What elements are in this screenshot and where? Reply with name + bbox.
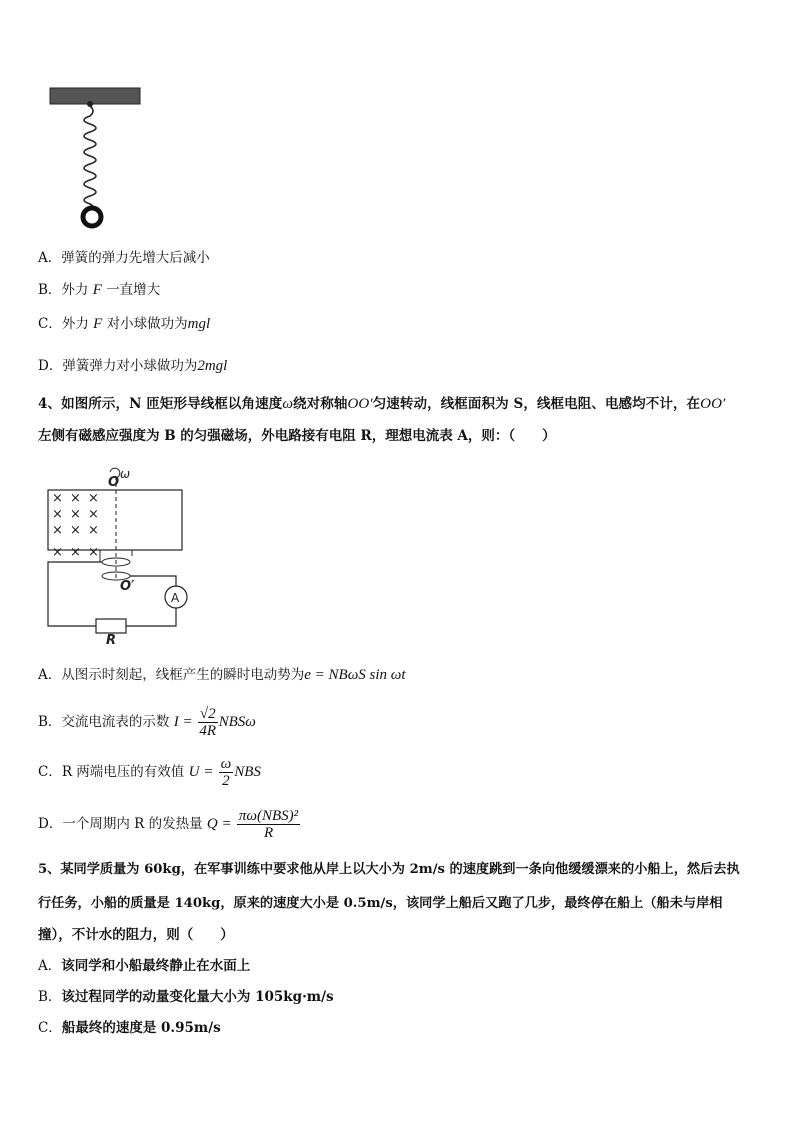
svg-text:×: × [52,545,63,560]
svg-text:×: × [70,491,81,506]
q3-option-d: D．弹簧弹力对小球做功为2mgl [38,358,228,374]
svg-text:O′: O′ [120,579,135,594]
spring-figure [48,86,144,232]
svg-text:×: × [52,507,63,522]
svg-text:×: × [70,523,81,538]
svg-text:×: × [88,545,99,560]
svg-text:×: × [88,523,99,538]
coil-frame [48,490,182,550]
resistor [96,619,126,633]
q4-stem-line2: 左侧有磁感应强度为 B 的匀强磁场，外电路接有电阻 R，理想电流表 A，则：（ ） [38,428,556,444]
svg-text:×: × [52,523,63,538]
spring-coil [84,106,96,210]
external-wire-left [48,562,102,626]
q4-option-b: B．交流电流表的示数 I = $\frac{√2}{4R}$ NBSω [38,706,256,739]
q5-stem-line3: 撞），不计水的阻力，则（ ） [38,927,234,943]
q5-option-c: C．船最终的速度是 0.95m/s [38,1020,221,1036]
svg-text:×: × [70,507,81,522]
q3-option-b: B．外力 F 一直增大 [38,282,161,298]
svg-text:A: A [171,591,180,605]
q5-option-b: B．该过程同学的动量变化量大小为 105kg·m/s [38,989,334,1005]
q4-stem-line1: 4、如图所示，N 匝矩形导线框以角速度ω绕对称轴OO′匀速转动，线框面积为 S，线框电阻、电感均不计，在OO′ [38,396,726,412]
q3-option-c: C．外力 F 对小球做功为mgl [38,316,211,332]
q5-option-a: A．该同学和小船最终静止在水面上 [38,958,251,974]
circuit-figure [40,466,200,646]
q5-stem-line1: 5、某同学质量为 60kg，在军事训练中要求他从岸上以大小为 2m/s 的速度跳到一条向他缓缓漂来的小船上，然后去执 [38,862,740,877]
svg-text:×: × [70,545,81,560]
svg-text:ω: ω [120,467,131,481]
q4-option-c: C．R 两端电压的有效值 U = $\frac{\omega}{2}$ NBS [38,756,261,789]
svg-text:R: R [106,633,117,646]
ball [83,208,101,226]
ceiling-bar [50,88,140,104]
svg-text:×: × [88,491,99,506]
svg-text:O: O [108,475,120,490]
q5-stem-line2: 行任务，小船的质量是 140kg，原来的速度大小是 0.5m/s，该同学上船后又跑了几步，最终停在船上（船未与岸相 [38,896,723,911]
svg-text:×: × [52,491,63,506]
q4-option-a: A．从图示时刻起，线框产生的瞬时电动势为e = NBωS sin ωt [38,667,406,683]
field-crosses [52,491,99,560]
q4-option-d: D．一个周期内 R 的发热量 Q = $\frac{\text{πω(NBS)²}}{R}$ [38,808,299,841]
svg-text:×: × [88,507,99,522]
q3-option-a: A．弹簧的弹力先增大后减小 [38,250,210,266]
external-wire-right [130,576,176,586]
